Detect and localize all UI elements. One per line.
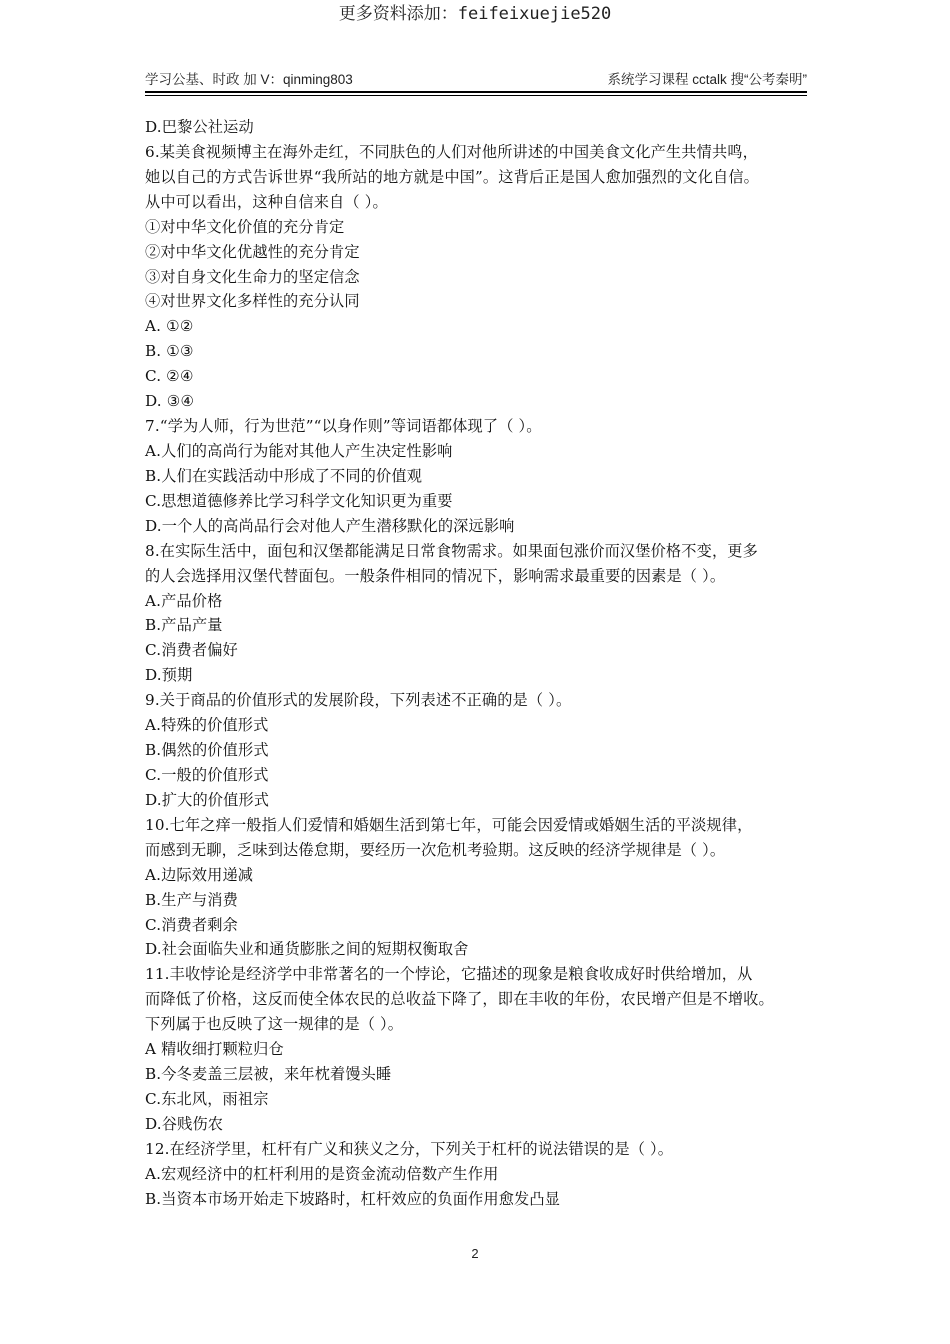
text-line: A.边际效用递减 (145, 865, 254, 884)
text-line: B.产品产量 (145, 616, 223, 635)
header-rule-thin (145, 95, 807, 96)
text-line: B.当资本市场开始走下坡路时，杠杆效应的负面作用愈发凸显 (145, 1189, 561, 1208)
text-line: 12.在经济学里，杠杆有广义和狭义之分，下列关于杠杆的说法错误的是（ ）。 (145, 1139, 674, 1158)
text-line: B.生产与消费 (145, 890, 238, 909)
text-line: 从中可以看出，这种自信来自（ ）。 (145, 192, 388, 211)
text-line: D.社会面临失业和通货膨胀之间的短期权衡取舍 (145, 940, 469, 959)
text-line: D. ③④ (145, 392, 195, 411)
text-line: B.偶然的价值形式 (145, 741, 269, 760)
text-line: 而降低了价格，这反而使全体农民的总收益下降了，即在丰收的年份，农民增产但是不增收。 (145, 990, 774, 1009)
text-line: 10.七年之痒一般指人们爱情和婚姻生活到第七年，可能会因爱情或婚姻生活的平淡规律， (145, 815, 753, 834)
text-line: B.人们在实践活动中形成了不同的价值观 (145, 466, 423, 485)
text-line: A. ①② (145, 317, 194, 336)
text-line: D.预期 (145, 666, 193, 685)
header-right-text: 系统学习课程 cctalk 搜“公考秦明” (607, 72, 807, 87)
text-line: C.消费者剩余 (145, 915, 238, 934)
text-line: D.一个人的高尚品行会对他人产生潜移默化的深远影响 (145, 516, 515, 535)
text-line: D.巴黎公社运动 (145, 118, 254, 136)
page-number: 2 (471, 1246, 479, 1261)
text-line: ③对自身文化生命力的坚定信念 (145, 267, 360, 286)
document-body (145, 115, 807, 1212)
text-line: D.扩大的价值形式 (145, 790, 270, 809)
text-line: 而感到无聊，乏味到达倦怠期，要经历一次危机考验期。这反映的经济学规律是（ ）。 (145, 840, 726, 859)
header-left-text: 学习公基、时政 加 V：qinming803 (145, 72, 353, 87)
text-line: C. ②④ (145, 367, 194, 386)
text-line: C.消费者偏好 (145, 641, 238, 660)
text-line: 7.“学为人师，行为世范”“以身作则”等词语都体现了（ ）。 (145, 417, 542, 436)
text-line: A.特殊的价值形式 (145, 716, 269, 735)
text-line: 的人会选择用汉堡代替面包。一般条件相同的情况下，影响需求最重要的因素是（ ）。 (145, 566, 726, 585)
text-line: ②对中华文化优越性的充分肯定 (145, 242, 360, 261)
watermark-text: 更多资料添加：feifeixuejie520 (338, 4, 612, 24)
page-header (145, 68, 807, 90)
text-line: A.产品价格 (145, 591, 223, 610)
text-line: C.思想道德修养比学习科学文化知识更为重要 (145, 491, 453, 510)
text-line: D.谷贱伤农 (145, 1114, 224, 1133)
text-line: B. ①③ (145, 342, 194, 361)
text-line: C.东北风，雨祖宗 (145, 1089, 269, 1108)
header-rule-thick (145, 91, 807, 93)
text-line: A.宏观经济中的杠杆利用的是资金流动倍数产生作用 (145, 1164, 499, 1183)
text-line: C.一般的价值形式 (145, 765, 269, 784)
text-line: 她以自己的方式告诉世界“我所站的地方就是中国”。这背后正是国人愈加强烈的文化自信。 (145, 167, 759, 186)
text-line: ①对中华文化价值的充分肯定 (145, 217, 345, 236)
text-line: A 精收细打颗粒归仓 (145, 1040, 284, 1059)
text-line: A.人们的高尚行为能对其他人产生决定性影响 (145, 441, 453, 460)
text-line: 11.丰收悖论是经济学中非常著名的一个悖论，它描述的现象是粮食收成好时供给增加，从 (145, 965, 753, 984)
text-line: ④对世界文化多样性的充分认同 (145, 292, 360, 311)
text-line: 9.关于商品的价值形式的发展阶段，下列表述不正确的是（ ）。 (145, 691, 572, 710)
text-line: B.今冬麦盖三层被，来年枕着馒头睡 (145, 1065, 392, 1084)
text-line: 8.在实际生活中，面包和汉堡都能满足日常食物需求。如果面包涨价而汉堡价格不变，更多 (145, 541, 758, 560)
text-line: 6.某美食视频博主在海外走红，不同肤色的人们对他所讲述的中国美食文化产生共情共鸣， (145, 142, 758, 161)
text-line: 下列属于也反映了这一规律的是（ ）。 (145, 1015, 404, 1034)
